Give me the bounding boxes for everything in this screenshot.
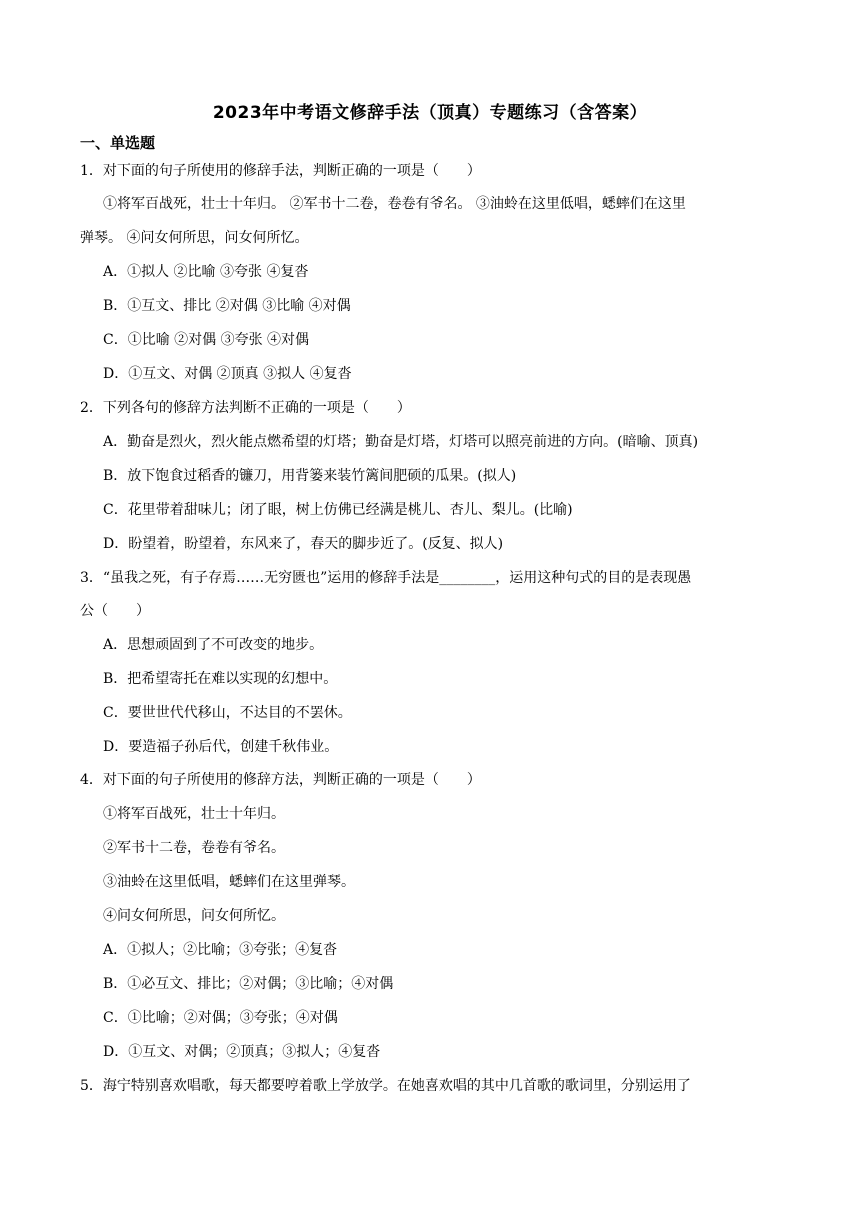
question-3-option-a: A．思想顽固到了不可改变的地步。 <box>103 637 324 653</box>
question-1-option-c: C．①比喻 ②对偶 ③夸张 ④对偶 <box>103 332 310 348</box>
question-4-option-d: D．①互文、对偶；②顶真；③拟人；④复沓 <box>103 1044 381 1060</box>
question-4-stem: 4．对下面的句子所使用的修辞方法，判断正确的一项是（ ） <box>80 772 481 788</box>
question-2-option-d: D．盼望着，盼望着，东风来了，春天的脚步近了。(反复、拟人) <box>103 536 504 552</box>
question-4-option-a: A．①拟人；②比喻；③夸张；④复沓 <box>103 942 338 958</box>
question-1-stem: 1．对下面的句子所使用的修辞手法，判断正确的一项是（ ） <box>80 163 481 179</box>
question-1-body-cont: 弹琴。 ④问女何所思，问女何所忆。 <box>80 230 309 246</box>
question-3-option-b: B．把希望寄托在难以实现的幻想中。 <box>103 671 338 687</box>
question-4-body-3: ③油蛉在这里低唱，蟋蟀们在这里弹琴。 <box>103 874 355 890</box>
question-1-option-b: B．①互文、排比 ②对偶 ③比喻 ④对偶 <box>103 298 351 314</box>
section-heading: 一、单选题 <box>80 134 156 152</box>
question-3-option-d: D．要造福子孙后代，创建千秋伟业。 <box>103 739 339 755</box>
page-title: 2023年中考语文修辞手法（顶真）专题练习（含答案） <box>212 103 648 123</box>
question-4-body-4: ④问女何所思，问女何所忆。 <box>103 908 285 924</box>
question-2-stem: 2．下列各句的修辞方法判断不正确的一项是（ ） <box>80 400 411 416</box>
question-1-body: ①将军百战死，壮士十年归。 ②军书十二卷，卷卷有爷名。 ③油蛉在这里低唱，蟋蟀们在这里 <box>103 196 686 212</box>
question-2-option-a: A．勤奋是烈火，烈火能点燃希望的灯塔；勤奋是灯塔，灯塔可以照亮前进的方向。(暗喻、顶真) <box>103 434 699 450</box>
question-4-body-2: ②军书十二卷，卷卷有爷名。 <box>103 840 285 856</box>
question-4-option-c: C．①比喻；②对偶；③夸张；④对偶 <box>103 1010 338 1026</box>
question-2-option-c: C．花里带着甜味儿；闭了眼，树上仿佛已经满是桃儿、杏儿、梨儿。(比喻) <box>103 502 573 518</box>
question-4-option-b: B．①必互文、排比；②对偶；③比喻；④对偶 <box>103 976 394 992</box>
question-3-stem: 3．“虽我之死，有子存焉……无穷匮也”运用的修辞手法是________，运用这种句式的目的是表现愚 <box>80 570 692 586</box>
question-2-option-b: B．放下饱食过稻香的镰刀，用背篓来装竹篱间肥硕的瓜果。(拟人) <box>103 468 517 484</box>
question-3-stem-cont: 公（ ） <box>80 603 150 619</box>
question-3-option-c: C．要世世代代移山，不达目的不罢休。 <box>103 705 352 721</box>
question-4-body-1: ①将军百战死，壮士十年归。 <box>103 806 285 822</box>
question-1-option-a: A．①拟人 ②比喻 ③夸张 ④复沓 <box>103 264 309 280</box>
question-1-option-d: D．①互文、对偶 ②顶真 ③拟人 ④复沓 <box>103 366 352 382</box>
question-5-stem: 5．海宁特别喜欢唱歌，每天都要哼着歌上学放学。在她喜欢唱的其中几首歌的歌词里，分别运用了 <box>80 1078 691 1094</box>
